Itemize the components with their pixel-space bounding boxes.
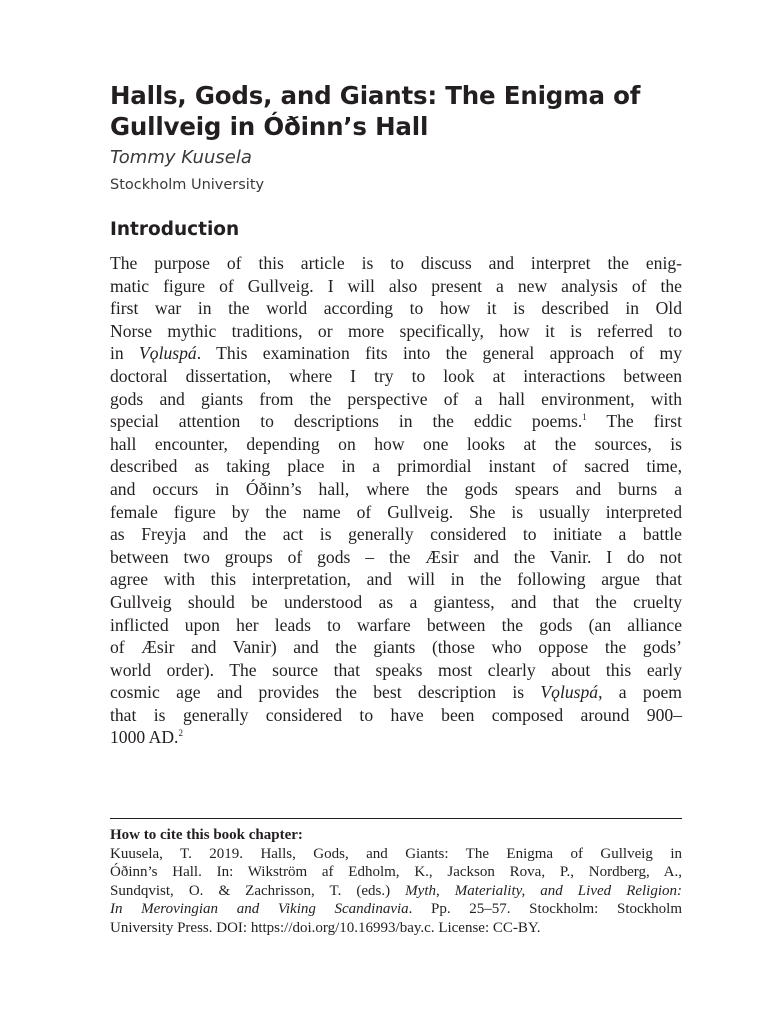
section-heading: Introduction xyxy=(110,219,240,240)
body-line xyxy=(110,410,682,433)
body-line: that is generally considered to have been composed around 900– xyxy=(110,704,682,725)
body-text-run: , a poem xyxy=(598,682,682,703)
body-line: inflicted upon her leads to warfare between the gods (an alliance xyxy=(110,614,682,635)
citation-line: Óðinn’s Hall. In: Wikström af Edholm, K., Jackson Rova, P., Nordberg, A., xyxy=(110,864,682,881)
body-line: Gullveig should be understood as a giantess, and that the cruelty xyxy=(110,591,682,612)
chapter-title: Halls, Gods, and Giants: The Enigma of Gullveig in Óðinn’s Hall xyxy=(110,81,641,141)
body-line xyxy=(110,681,682,704)
body-line: described as taking place in a primordial instant of sacred time, xyxy=(110,456,682,477)
body-text-run: cosmic age and provides the best description is xyxy=(110,682,541,703)
body-text-run: special attention to descriptions in the eddic poems. xyxy=(110,411,583,432)
book-title: Myth, Materiality, and Lived Religion: xyxy=(405,882,683,899)
body-line: doctoral dissertation, where I try to look at interactions between xyxy=(110,365,682,386)
citation-heading: How to cite this book chapter: xyxy=(110,827,303,843)
body-line: matic figure of Gullveig. I will also present a new analysis of the xyxy=(110,275,682,296)
body-text-run: in xyxy=(110,343,140,364)
body-line: Norse mythic traditions, or more specifically, how it is referred to xyxy=(110,320,682,341)
footnote-marker[interactable]: 2 xyxy=(178,728,183,739)
body-line: world order). The source that speaks most clearly about this early xyxy=(110,659,682,680)
footnote-marker[interactable]: 1 xyxy=(582,412,587,423)
body-line: between two groups of gods – the Æsir and the Vanir. I do not xyxy=(110,546,682,567)
body-line xyxy=(110,342,682,365)
body-line xyxy=(110,726,682,749)
body-line: and occurs in Óðinn’s hall, where the gods spears and burns a xyxy=(110,478,682,499)
body-line: of Æsir and Vanir) and the giants (those who oppose the gods’ xyxy=(110,637,682,658)
body-line: agree with this interpretation, and will in the following argue that xyxy=(110,569,682,590)
poem-title: Vǫluspá xyxy=(139,343,197,364)
citation-block xyxy=(110,826,682,938)
author-name: Tommy Kuusela xyxy=(110,147,252,168)
body-text-run: . This examination fits into the general approach of my xyxy=(196,343,682,364)
body-text-run: 1000 AD. xyxy=(110,727,179,748)
body-line: as Freyja and the act is generally considered to initiate a battle xyxy=(110,524,682,545)
citation-line xyxy=(110,900,682,919)
poem-title: Vǫluspá xyxy=(540,682,599,703)
author-affiliation: Stockholm University xyxy=(110,177,265,193)
body-line: hall encounter, depending on how one looks at the sources, is xyxy=(110,433,682,454)
body-line: The purpose of this article is to discuss and interpret the enig- xyxy=(110,253,682,273)
citation-line: Kuusela, T. 2019. Halls, Gods, and Giants: The Enigma of Gullveig in xyxy=(110,845,682,862)
citation-divider xyxy=(110,818,682,819)
body-text-run: The first xyxy=(586,411,682,432)
citation-text-run: Sundqvist, O. & Zachrisson, T. (eds.) xyxy=(110,882,406,899)
citation-text-run: . Pp. 25–57. Stockholm: Stockholm xyxy=(408,901,682,918)
citation-doi-line[interactable]: University Press. DOI: https://doi.org/10.16993/bay.c. License: CC-BY. xyxy=(110,919,541,936)
body-line: first war in the world according to how it is described in Old xyxy=(110,298,682,319)
body-line: gods and giants from the perspective of a hall environment, with xyxy=(110,388,682,409)
body-paragraph xyxy=(110,252,682,749)
body-line: female figure by the name of Gullveig. She is usually interpreted xyxy=(110,501,682,522)
book-subtitle: In Merovingian and Viking Scandinavia xyxy=(110,901,409,918)
citation-line xyxy=(110,882,682,901)
